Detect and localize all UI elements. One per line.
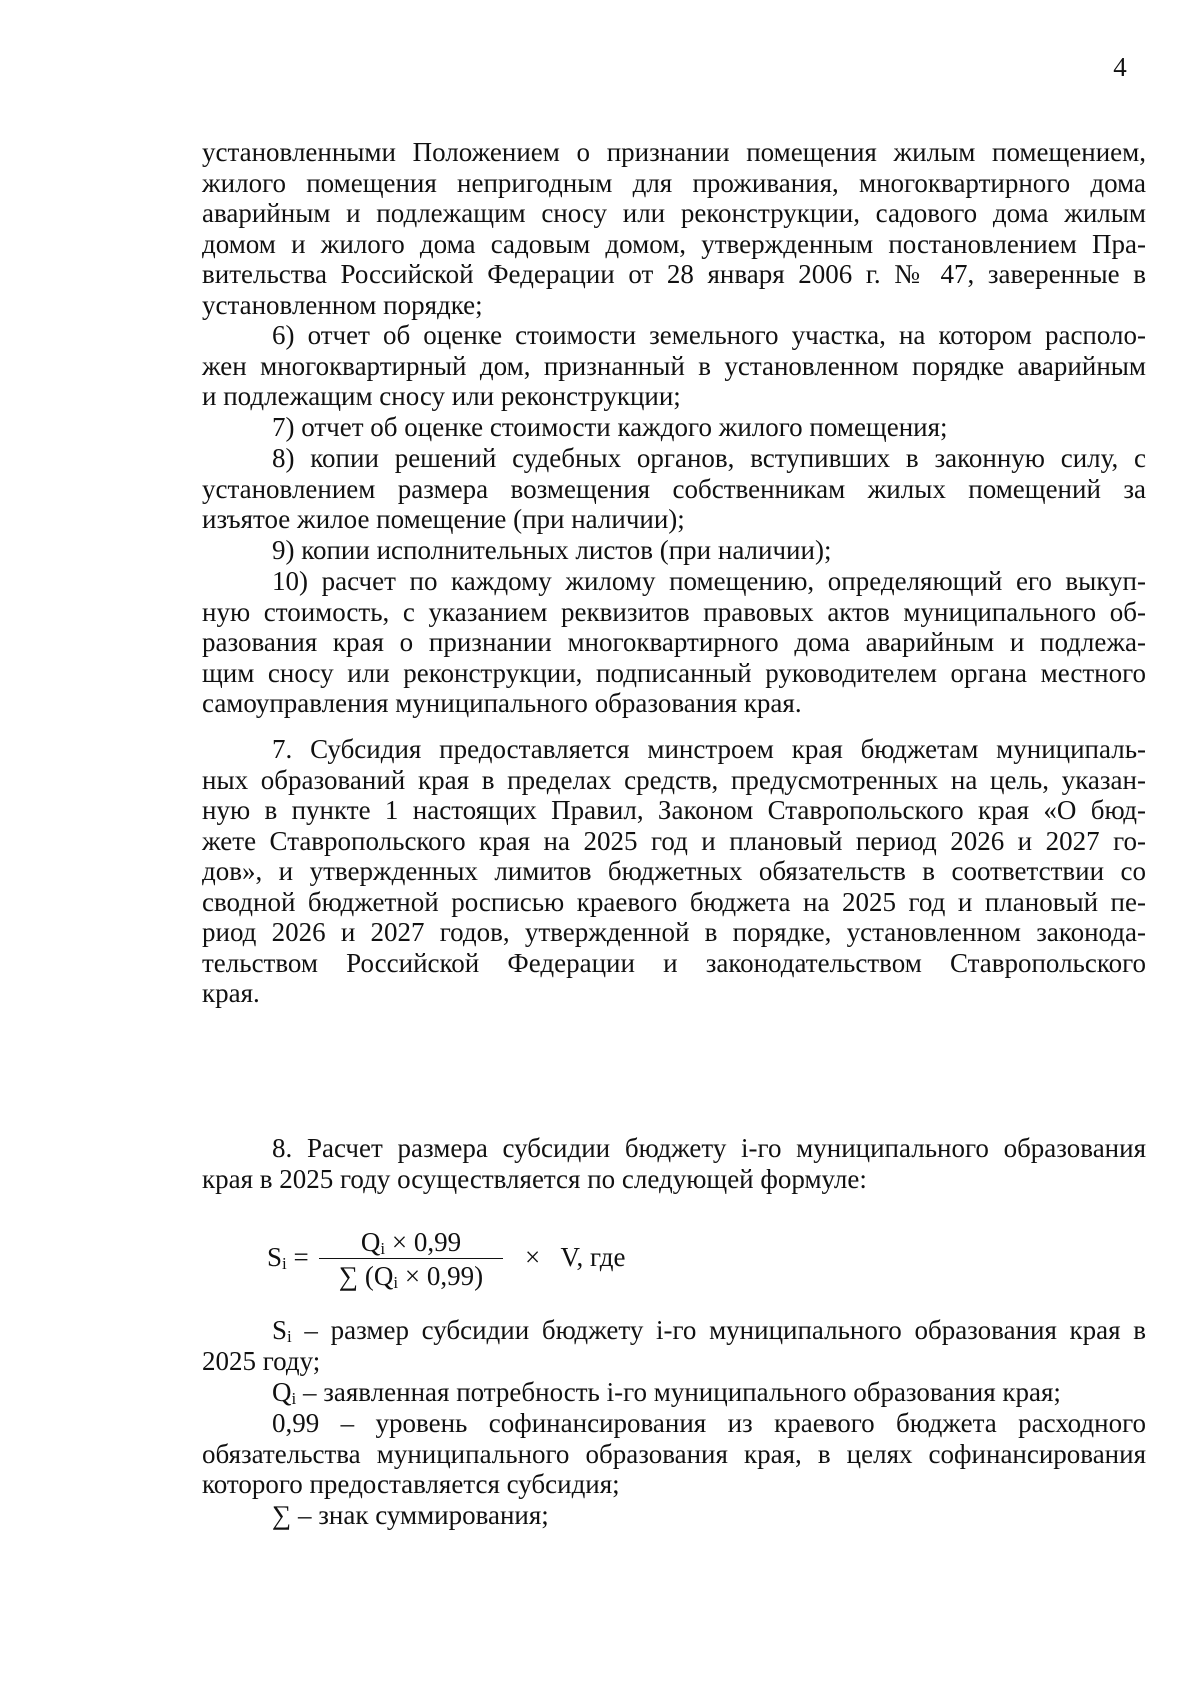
item-5-continuation [202,137,1146,320]
text-line: 8) копии решений судебных органов, вступивших в законную силу, с [272,443,1146,473]
text-line: и подлежащим сносу или реконструкции; [202,381,681,411]
definition-099 [202,1408,1146,1500]
text-line: ную стоимость, с указанием реквизитов правовых актов муниципального об- [202,596,1146,627]
text-line: 8. Расчет размера субсидии бюджету i-го муниципального образования [272,1133,1146,1163]
text-line: 7. Субсидия предоставляется минстроем края бюджетам муниципаль- [272,734,1146,764]
text-line: ∑ – знак суммирования; [272,1500,549,1530]
formula-tail: × V, где [525,1242,626,1272]
text-line: щим сносу или реконструкции, подписанный руководителем органа местного [202,657,1146,688]
paragraph-7 [202,734,1146,1009]
definition-s [202,1315,1146,1376]
definition-q [202,1377,1146,1408]
text-line: жен многоквартирный дом, признанный в установленном порядке аварийным [202,350,1146,381]
text-line: жете Ставропольского края на 2025 год и плановый период 2026 и 2027 го- [202,825,1146,856]
text-line: 0,99 – уровень софинансирования из краевого бюджета расходного [272,1408,1146,1438]
paragraph-8 [202,1133,1146,1194]
text-line: которого предоставляется субсидия; [202,1469,620,1499]
text-line: аварийным и подлежащим сносу или реконструкции, садового дома жилым [202,198,1146,228]
formula-denominator: ∑ $(Q_i \times 0,99)$ [338,1261,484,1292]
text-line: ную в пункте 1 настоящих Правил, Законом Ставропольского края «О бюд- [202,795,1146,825]
text-line: 6) отчет об оценке стоимости земельного участка, на котором располо- [272,320,1146,350]
list-item-9 [202,535,1146,566]
text-line: $S_i$ – размер субсидии бюджету i-го муниципального образования края в [272,1315,1146,1346]
list-item-6 [202,320,1146,412]
text-line: 10) расчет по каждому жилому помещению, определяющий его выкуп- [272,566,1146,596]
text-line: установлением размера возмещения собственникам жилых помещений за [202,473,1146,504]
text-line: 7) отчет об оценке стоимости каждого жилого помещения; [272,412,948,442]
text-line: края. [202,978,260,1008]
list-item-8 [202,443,1146,535]
text-line: домом и жилого дома садовым домом, утвержденным постановлением Пра- [202,228,1146,259]
text-line: дов», и утвержденных лимитов бюджетных обязательств в соответствии со [202,856,1146,886]
text-line: края в 2025 году осуществляется по следующей формуле: [202,1163,867,1194]
text-line: вительства Российской Федерации от 28 января 2006 г. № 47, заверенные в [202,259,1146,289]
subsidy-formula [267,1226,727,1296]
formula-fraction [325,1226,497,1293]
text-line: разования края о признании многоквартирного дома аварийным и подлежа- [202,627,1146,657]
text-line: $Q_i$ – заявленная потребность i-го муниципального образования края; [272,1377,1061,1408]
text-line: 9) копии исполнительных листов (при наличии); [272,535,832,565]
text-line: установленном порядке; [202,289,483,320]
definition-sum [202,1500,1146,1531]
list-item-7 [202,412,1146,443]
formula-numerator: $Q_i \times 0,99$ [360,1227,462,1258]
text-line: ных образований края в пределах средств, предусмотренных на цель, указан- [202,764,1146,795]
text-line: 2025 году; [202,1345,321,1376]
text-line: установленными Положением о признании помещения жилым помещением, [202,137,1146,167]
text-line: самоуправления муниципального образования края. [202,688,802,718]
text-line: жилого помещения непригодным для проживания, многоквартирного дома [202,167,1146,198]
text-line: риод 2026 и 2027 годов, утвержденной в порядке, установленном законода- [202,917,1146,947]
text-line: обязательства муниципального образования края, в целях софинансирования [202,1438,1146,1469]
list-item-10 [202,566,1146,719]
text-line: тельством Российской Федерации и законодательством Ставропольского [202,947,1146,978]
page-number: 4 [1113,52,1127,82]
text-line: изъятое жилое помещение (при наличии); [202,504,685,534]
formula-lhs: $S_i$ = [267,1242,309,1273]
text-line: сводной бюджетной росписью краевого бюджета на 2025 год и плановый пе- [202,886,1146,917]
